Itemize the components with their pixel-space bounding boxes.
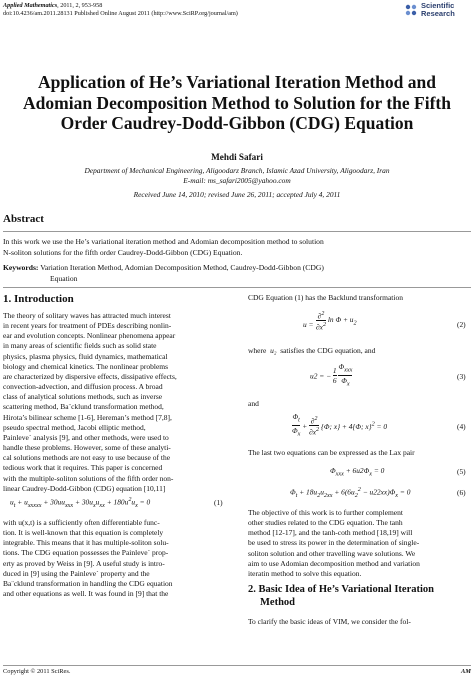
intro-line: class of analytical solutions methods, such as inverse <box>3 392 163 402</box>
intro-line: convection-advection, and diffusion process. A broad <box>3 382 163 392</box>
objective-line: iteratin method to solve this equation. <box>248 568 362 578</box>
equation-2-number: (2) <box>457 320 466 329</box>
intro-line: linear Caudrey-Dodd-Gibbon (CDG) equation [10,11] <box>3 483 166 493</box>
received-dates: Received June 14, 2010; revised June 26, 2011; accepted July 4, 2011 <box>133 190 341 199</box>
intro-line: integrable. This means that it has multiple-soliton solu- <box>3 538 169 548</box>
publisher-logo-icon <box>404 3 418 17</box>
footer-journal: AM <box>461 668 471 675</box>
title-line1: Application of He’s Variational Iteration Method and <box>38 72 436 92</box>
equation-1: $u_t + u_{xxxxx} + 30uu_{xxx} + 30u_xu_{xx} + 180u^2u_x = 0$ <box>10 497 151 509</box>
intro-line: biology and chemical kinetics. The nonlinear problems <box>3 361 169 371</box>
equation-5: $\Phi_{xxx} + 6u2\Phi_x = 0$ <box>330 466 385 478</box>
abstract-heading: Abstract <box>3 213 44 225</box>
and-word: and <box>248 399 259 408</box>
equation-3-number: (3) <box>457 372 466 381</box>
footer-copyright: Copyright © 2011 SciRes. <box>3 668 71 675</box>
intro-line: The theory of solitary waves has attracted much interest <box>3 311 171 320</box>
intro-line: cal solutions methods are not easy to use because of the <box>3 453 171 463</box>
lax-pair-line: The last two equations can be expressed as the Lax pair <box>248 448 415 457</box>
intro-line: duced in [9] using the Painleve´ property and the <box>3 568 150 578</box>
intro-paragraph <box>3 311 225 494</box>
abstract-line1: In this work we use the He’s variational iteration method and Adomian decomposition method to solution <box>3 237 324 246</box>
intro-line: in many areas of scientific fields such as solid state <box>3 341 157 351</box>
affiliation-dept: Department of Mechanical Engineering, Aligoodarz Branch, Islamic Azad University, Aligoodarz, Iran <box>84 166 390 175</box>
objective-paragraph <box>248 508 474 579</box>
intro-paragraph-2 <box>3 518 225 599</box>
equation-4-number: (4) <box>457 422 466 431</box>
where-line <box>248 346 472 356</box>
logo-line2: Research <box>421 9 455 18</box>
intro-line: are characterized by dispersive effects, dissipative effects, <box>3 371 177 381</box>
author-name: Mehdi Safari <box>211 152 263 162</box>
intro-line: Painleve´ analysis [9], and other methods, were used to <box>3 432 169 442</box>
doi-line: doi:10.4236/am.2011.28131 Published Online August 2011 (http://www.SciRP.org/journal/am) <box>3 10 238 17</box>
intro-line: ear and evolution concepts. Nonlinear phenomena appear <box>3 331 176 341</box>
equation-6-number: (6) <box>457 488 466 497</box>
abstract-line2: N-soliton solutions for the fifth order Caudrey-Dodd-Gibbon (CDG) Equation. <box>3 247 243 257</box>
intro-line: handle these problems. However, some of these analyti- <box>3 443 171 453</box>
abstract-text <box>3 237 473 258</box>
intro-line: physics, plasma physics, fluid dynamics, mathematical <box>3 351 168 361</box>
eq2-lhs: u = <box>303 320 314 329</box>
title-line2: Adomian Decomposition Method to Solution for the Fifth <box>23 92 451 113</box>
equation-4: $\frac{\Phi_t}{\Phi_x}$ + $\frac{\partial^2}{\partial x^2}$ {Φ; x} + 4{Φ; x}$^2$ = 0 <box>292 412 388 438</box>
keywords-line2: Equation <box>50 273 78 283</box>
footer-divider <box>3 665 471 666</box>
equation-6: $\Phi_t + 18u_2u_{2xx} + 6(6u_2^2 - u22xx)\Phi_x = 0$ <box>290 487 411 499</box>
logo-line1: Scientific <box>421 1 455 10</box>
objective-line: The objective of this work is to further complement <box>248 508 403 517</box>
keywords-line1: Variation Iteration Method, Adomian Decomposition Method, Caudrey-Dodd-Gibbon (CDG) <box>40 263 324 272</box>
backlund-line: CDG Equation (1) has the Backlund transformation <box>248 293 403 302</box>
section-intro-heading: 1. Introduction <box>3 293 74 305</box>
where-var: u₂ <box>270 346 277 355</box>
objective-line: be used to stress its power in the determination of single- <box>248 538 420 548</box>
affiliation-email: E-mail: ms_safari2005@yahoo.com <box>183 176 291 185</box>
objective-line: soliton solution and other travelling wave solutions. We <box>248 548 416 558</box>
title-line3: Order Caudrey-Dodd-Gibbon (CDG) Equation <box>60 113 414 133</box>
section-2-text: To clarify the basic ideas of VIM, we consider the fol- <box>248 617 411 626</box>
equation-5-number: (5) <box>457 467 466 476</box>
intro-line: tions. The CDG equation possesses the Painleve´ prop- <box>3 548 169 558</box>
equation-2: $\frac{\partial^2}{\partial x^2}$ $\ln \Phi + u_2$ <box>316 311 357 332</box>
publisher-logo <box>404 1 468 21</box>
equation-3: u2 = − $\frac{1}{6}$ $\Phi_{xxx}$ $\Phi_x$ <box>310 362 353 388</box>
intro-line: with the multiple-soliton solutions of the fifth order non- <box>3 473 174 483</box>
section-2-line1: 2. Basic Idea of He’s Variational Iteration <box>248 584 434 595</box>
keywords <box>3 263 473 284</box>
abstract-divider-bottom <box>3 287 471 288</box>
journal-name: Applied Mathematics <box>3 2 58 9</box>
intro-line: Ba¨cklund transformation in handling the CDG equation <box>3 578 173 588</box>
where-text: satisfies the CDG equation, and <box>280 346 376 355</box>
intro-line: scattering method, Ba¨cklund transformation method, <box>3 402 164 412</box>
abstract-divider-top <box>3 231 471 232</box>
intro-line: Hirota’s bilinear scheme [1-6], Hereman’s method [7,8], <box>3 412 172 422</box>
volume-info: , 2011, 2, 953-958 <box>57 2 103 9</box>
objective-line: other studies related to the CDG equation. The tanh <box>248 518 403 528</box>
intro-line: tedious work that it requires. This paper is concerned <box>3 463 163 473</box>
paper-title <box>0 72 474 134</box>
equation-1-number: (1) <box>214 498 223 507</box>
objective-line: aim to use Adomian decomposition method and variation <box>248 558 420 568</box>
section-2-heading <box>248 583 472 609</box>
intro-line: in recent years for treatment of PDEs describing nonlin- <box>3 321 172 331</box>
where-word: where <box>248 346 267 355</box>
keywords-label: Keywords: <box>3 263 39 272</box>
intro-line: and other equations as well. It was found in [9] that the <box>3 589 169 599</box>
intro-line: with u(x,t) is a sufficiently often differentiable func- <box>3 518 160 527</box>
section-2-line2: Method <box>260 597 295 608</box>
intro-line: pseudo spectral method, Jacobi elliptic method, <box>3 422 146 432</box>
affiliation <box>0 166 474 186</box>
intro-line: tion. It is well-known that this equation is completely <box>3 528 164 538</box>
intro-line: erty as proved by Weiss in [9]. A useful study is intro- <box>3 558 165 568</box>
journal-header <box>3 2 102 10</box>
objective-line: method [12-17], and the tanh-coth method [18,19] will <box>248 528 413 538</box>
